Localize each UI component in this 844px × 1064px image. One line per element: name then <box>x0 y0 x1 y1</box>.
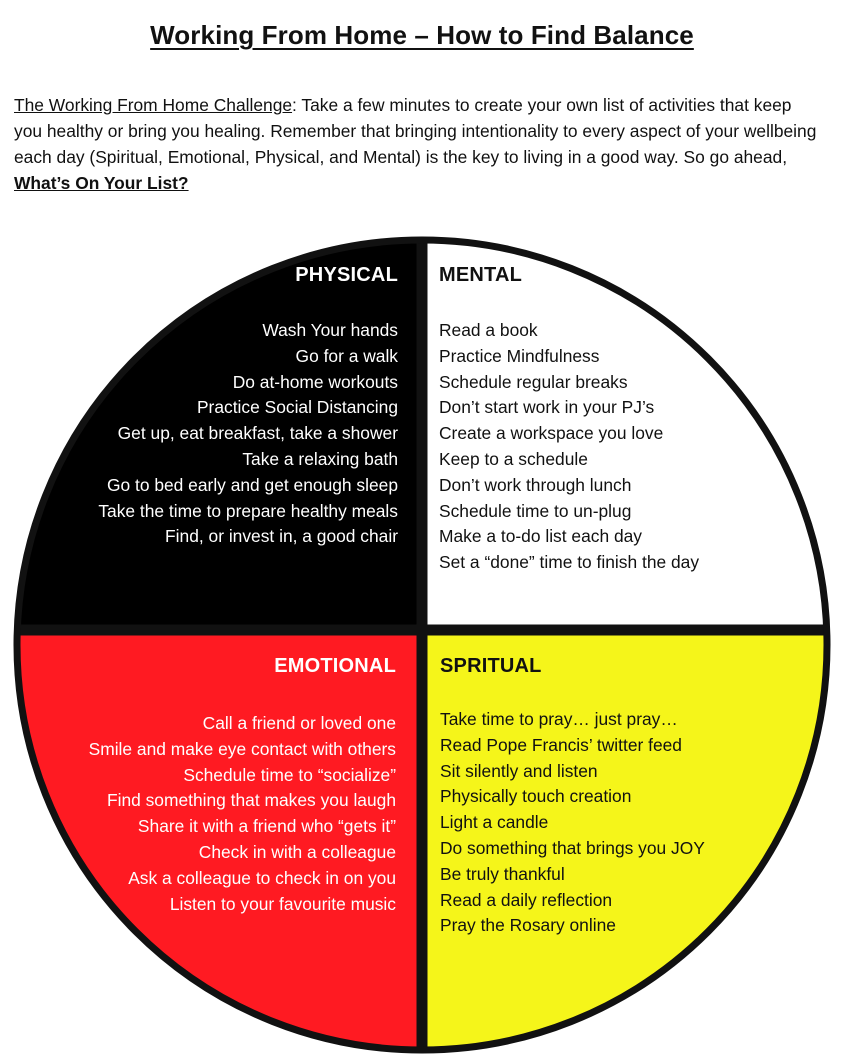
list-item: Make a to-do list each day <box>439 526 642 547</box>
list-item: Find, or invest in, a good chair <box>165 526 398 547</box>
list-item: Read Pope Francis’ twitter feed <box>440 734 682 755</box>
list-item: Schedule time to un-plug <box>439 500 632 521</box>
list-item: Set a “done” time to finish the day <box>439 552 700 573</box>
spiritual-heading: SPRITUAL <box>440 655 542 677</box>
spiritual-list <box>440 707 705 939</box>
list-item: Go to bed early and get enough sleep <box>106 474 398 495</box>
list-item: Pray the Rosary online <box>440 915 616 936</box>
list-item: Ask a colleague to check in on you <box>128 867 396 888</box>
physical-list <box>98 318 398 550</box>
physical-heading: PHYSICAL <box>295 264 398 286</box>
list-item: Physically touch creation <box>440 786 632 807</box>
mental-list <box>439 318 699 576</box>
list-item: Do at-home workouts <box>232 371 398 392</box>
medicine-wheel <box>8 234 836 1056</box>
list-item: Get up, eat breakfast, take a shower <box>117 423 398 444</box>
list-item: Listen to your favourite music <box>169 893 396 914</box>
list-item: Don’t start work in your PJ’s <box>439 397 655 418</box>
emotional-heading: EMOTIONAL <box>274 655 396 677</box>
list-item: Take the time to prepare healthy meals <box>98 500 398 521</box>
list-item: Do something that brings you JOY <box>440 837 705 858</box>
list-item: Light a candle <box>440 812 549 833</box>
intro-text: : Take a few minutes to create your own list of activities that keep you healthy or bring you healing. Remember that bringing intentionality to every aspect of your wellbeing each day (Spiritual, Emotional, Physical, and Mental) is the key to living in a good way. So go ahead, <box>14 95 817 167</box>
list-item: Call a friend or loved one <box>202 713 396 733</box>
list-item: Read a daily reflection <box>440 889 613 910</box>
list-item: Be truly thankful <box>440 863 565 884</box>
list-item: Take a relaxing bath <box>242 448 398 469</box>
list-item: Create a workspace you love <box>439 423 664 444</box>
list-item: Sit silently and listen <box>440 760 598 781</box>
emotional-list <box>89 711 396 917</box>
list-item: Don’t work through lunch <box>439 474 632 495</box>
list-item: Smile and make eye contact with others <box>88 738 396 759</box>
list-item: Schedule regular breaks <box>439 371 628 392</box>
list-item: Wash Your hands <box>262 320 398 340</box>
list-item: Check in with a colleague <box>198 841 396 862</box>
list-item: Go for a walk <box>295 345 398 366</box>
intro-paragraph <box>14 92 824 196</box>
page-title: Working From Home – How to Find Balance <box>150 20 694 50</box>
intro-label: The Working From Home Challenge <box>14 95 293 115</box>
list-item: Take time to pray… just pray… <box>440 709 678 729</box>
list-item: Schedule time to “socialize” <box>183 764 396 785</box>
mental-heading: MENTAL <box>439 264 523 286</box>
list-item: Share it with a friend who “gets it” <box>137 816 396 837</box>
list-item: Practice Social Distancing <box>196 397 398 418</box>
list-item: Read a book <box>439 320 538 340</box>
list-item: Find something that makes you laugh <box>106 790 396 811</box>
list-item: Keep to a schedule <box>439 448 588 469</box>
list-item: Practice Mindfulness <box>439 345 600 366</box>
intro-cta: What’s On Your List? <box>14 173 189 193</box>
